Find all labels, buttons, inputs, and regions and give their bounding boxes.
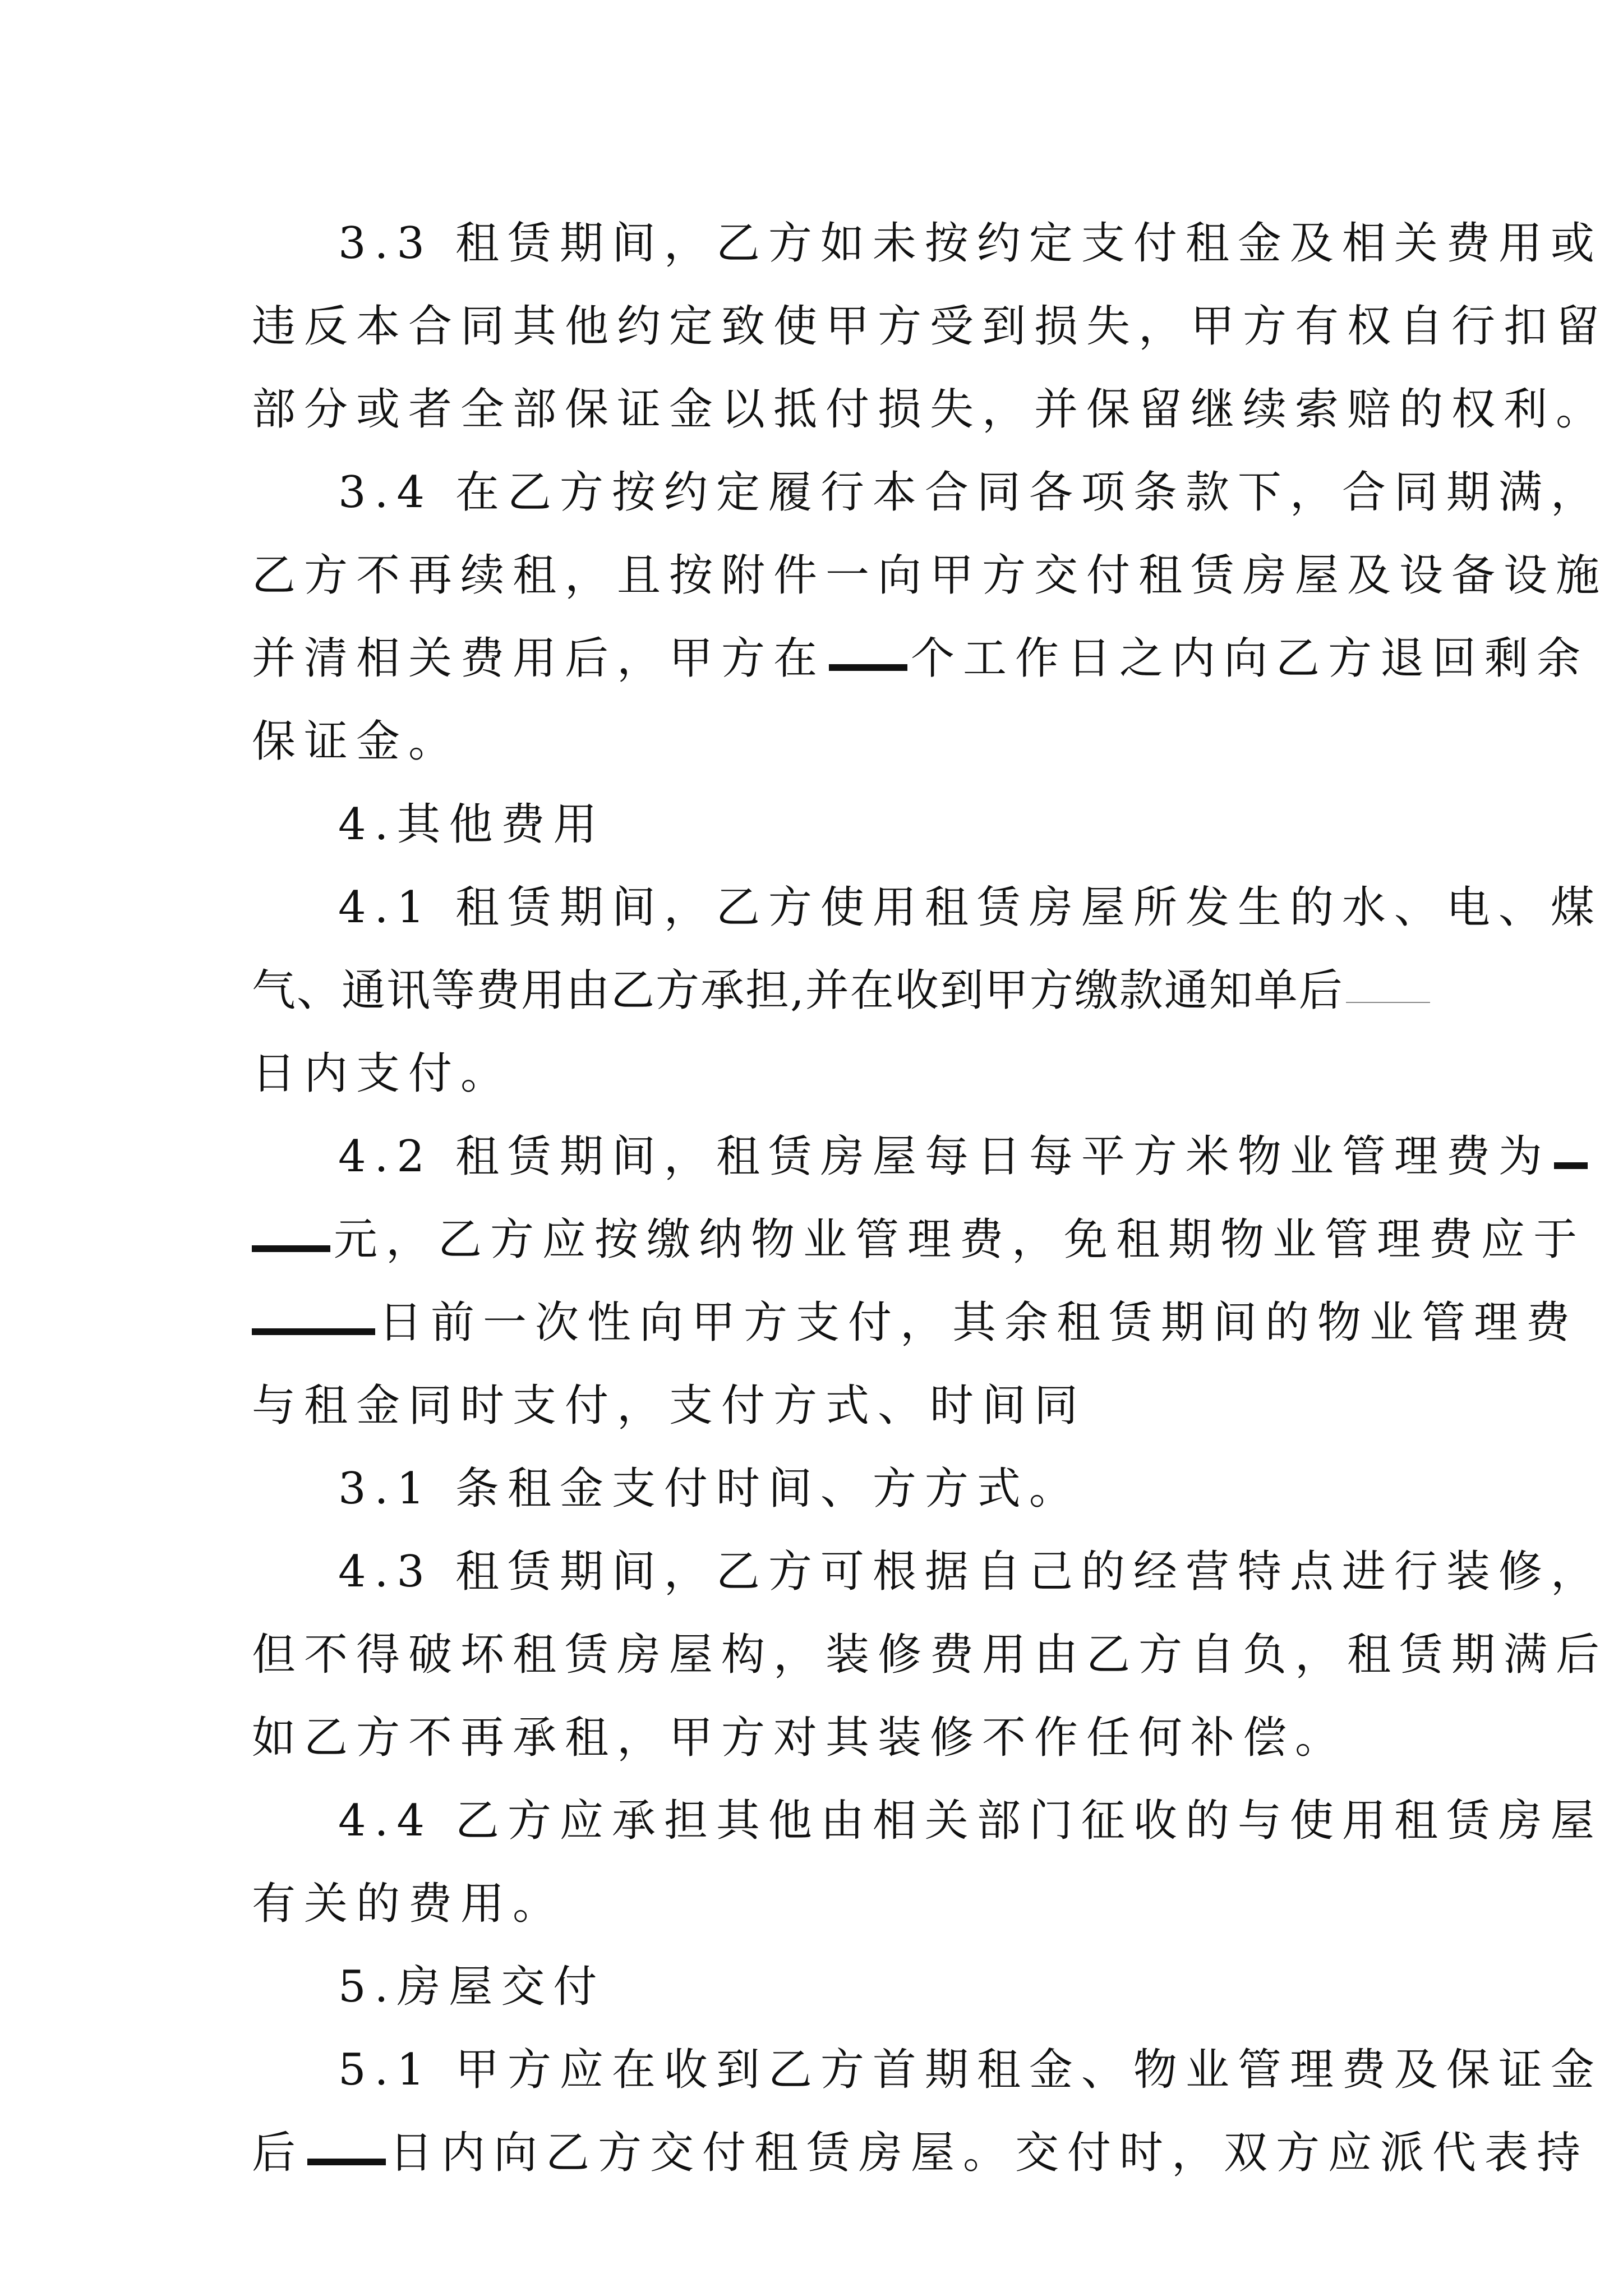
clause-4-1-line-3 <box>252 1032 1390 1115</box>
clause-5-1-line-2 <box>252 2111 1589 2194</box>
text-line: 3.3 租赁期间，乙方如未按约定支付租金及相关费用或 <box>338 218 1603 269</box>
clause-4-1-line-2 <box>252 949 1390 1032</box>
clause-5-1-line-1 <box>252 2028 1603 2111</box>
clause-4-2-line-5 <box>252 1447 1390 1530</box>
clause-4-2-line-4 <box>252 1364 1390 1447</box>
text-line: 日内向乙方交付租赁房屋。交付时，双方应派代表持 <box>389 2128 1589 2178</box>
text-line: 元，乙方应按缴纳物业管理费，免租期物业管理费应于 <box>334 1214 1586 1265</box>
clause-3-4-line-1 <box>252 451 1603 534</box>
clause-3-3-line-1 <box>252 202 1603 285</box>
fill-in-blank <box>307 2159 386 2165</box>
clause-4-4-line-2 <box>252 1862 1390 1945</box>
fill-in-blank <box>1554 1162 1588 1169</box>
clause-4-4-line-1 <box>252 1779 1603 1862</box>
fill-in-blank <box>252 1328 375 1335</box>
text-line: 4.1 租赁期间，乙方使用租赁房屋所发生的水、电、煤 <box>338 882 1603 933</box>
text-line: 部分或者全部保证金以抵付损失，并保留继续索赔的权利。 <box>252 384 1608 435</box>
section-4-heading <box>252 783 1390 866</box>
clause-4-2-line-3 <box>252 1281 1579 1364</box>
text-line: 但不得破坏租赁房屋构，装修费用由乙方自负，租赁期满后 <box>252 1630 1608 1680</box>
text-line: 4.4 乙方应承担其他由相关部门征收的与使用租赁房屋 <box>338 1796 1603 1846</box>
text-line: 日内支付。 <box>252 1048 513 1099</box>
text-line: 如乙方不再承租，甲方对其装修不作任何补偿。 <box>252 1713 1348 1763</box>
text-line: 保证金。 <box>252 716 461 767</box>
clause-3-4-line-4 <box>252 700 1390 783</box>
text-line: 与租金同时支付，支付方式、时间同 <box>252 1381 1087 1431</box>
text-line: 个工作日之内向乙方退回剩余 <box>911 633 1589 684</box>
text-line: 有关的费用。 <box>252 1879 565 1929</box>
text-line: 乙方不再续租，且按附件一向甲方交付租赁房屋及设备设施 <box>252 550 1608 601</box>
clause-3-4-line-2 <box>252 534 1608 617</box>
document-body <box>252 202 1608 2194</box>
text-line: 后 <box>252 2128 305 2178</box>
section-title: 5.房屋交付 <box>338 1962 606 2012</box>
text-line: 4.2 租赁期间，租赁房屋每日每平方米物业管理费为 <box>338 1131 1551 1182</box>
text-line: 3.4 在乙方按约定履行本合同各项条款下，合同期满， <box>338 467 1603 518</box>
clause-3-4-line-3 <box>252 617 1589 700</box>
clause-4-3-line-3 <box>252 1696 1390 1779</box>
clause-4-3-line-2 <box>252 1613 1608 1696</box>
clause-4-3-line-1 <box>252 1530 1603 1613</box>
clause-4-1-line-1 <box>252 866 1603 949</box>
text-line: 日前一次性向甲方支付，其余租赁期间的物业管理费 <box>379 1297 1579 1348</box>
clause-4-2-line-1 <box>252 1115 1551 1198</box>
clause-3-3-line-3 <box>252 368 1608 451</box>
text-line: 并清相关费用后，甲方在 <box>252 633 826 684</box>
fill-in-blank <box>252 1245 330 1252</box>
text-line: 气、通讯等费用由乙方承担,并在收到甲方缴款通知单后 <box>252 965 1344 1016</box>
text-line: 3.1 条租金支付时间、方方式。 <box>338 1464 1081 1514</box>
clause-4-2-line-2 <box>252 1198 1586 1281</box>
section-title: 4.其他费用 <box>338 799 606 850</box>
fill-in-blank <box>1346 1002 1430 1003</box>
text-line: 违反本合同其他约定致使甲方受到损失，甲方有权自行扣留 <box>252 301 1608 352</box>
text-line: 5.1 甲方应在收到乙方首期租金、物业管理费及保证金 <box>338 2045 1603 2095</box>
clause-3-3-line-2 <box>252 285 1608 368</box>
text-line: 4.3 租赁期间，乙方可根据自己的经营特点进行装修， <box>338 1547 1603 1597</box>
section-5-heading <box>252 1945 1390 2028</box>
fill-in-blank <box>829 664 907 671</box>
